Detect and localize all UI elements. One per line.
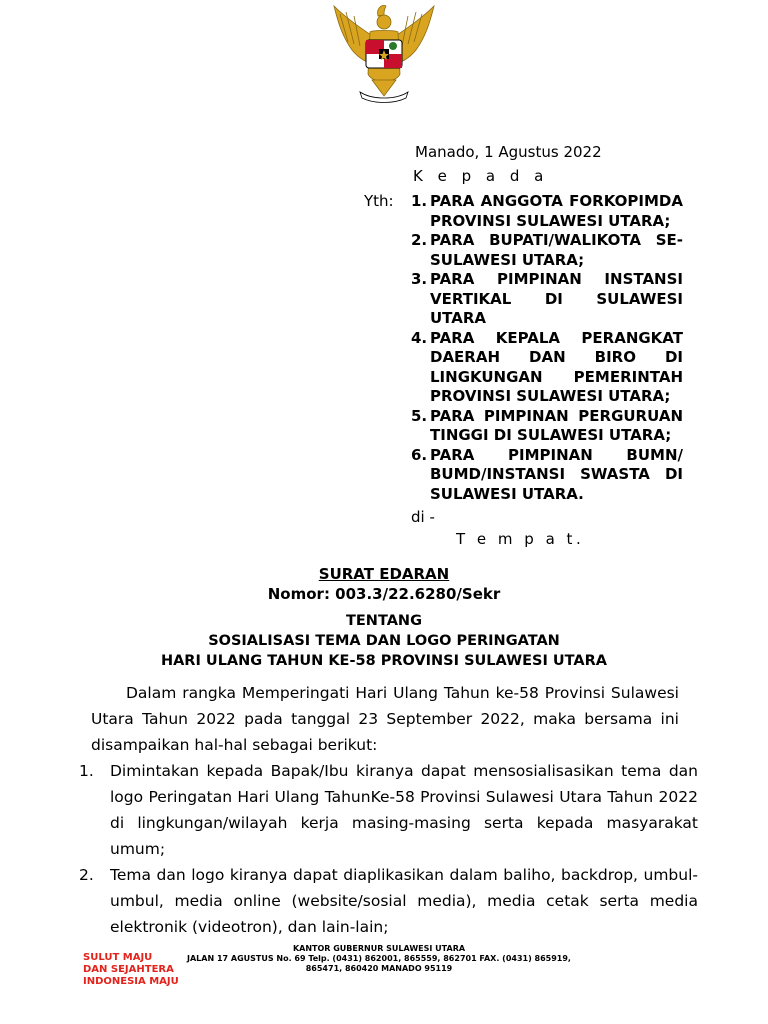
recipient-number: 4. <box>411 328 428 347</box>
recipient-list <box>411 192 683 504</box>
slogan <box>83 952 179 988</box>
point-text: Tema dan logo kiranya dapat diaplikasikan dalam baliho, backdrop, umbul-umbul, media online (website/sosial media), media cetak serta media elektronik (videotron), dan lain-lain; <box>110 866 698 936</box>
subject-line-1: SOSIALISASI TEMA DAN LOGO PERINGATAN <box>208 633 560 649</box>
kepada-label: K e p a d a <box>413 167 549 185</box>
recipient-text: PARA ANGGOTA FORKOPIMDA PROVINSI SULAWESI UTARA; <box>430 192 683 230</box>
office-name: KANTOR GUBERNUR SULAWESI UTARA <box>292 944 466 953</box>
footer-address-block <box>180 944 578 974</box>
recipient-number: 1. <box>411 192 428 210</box>
office-address: JALAN 17 AGUSTUS No. 69 Telp. (0431) 862001, 865559, 862701 FAX. (0431) 865919, 865471, 860420 MANADO 95119 <box>187 954 571 973</box>
point-item <box>79 862 698 940</box>
recipient-item <box>411 446 683 505</box>
point-number: 1. <box>79 762 94 780</box>
recipient-text: PARA PIMPINAN BUMN/ BUMD/INSTANSI SWASTA DI SULAWESI UTARA. <box>430 445 683 503</box>
document-title: SURAT EDARAN <box>318 565 450 583</box>
slogan-line: INDONESIA MAJU <box>83 976 179 987</box>
recipient-item <box>411 407 683 446</box>
recipient-item <box>411 192 683 231</box>
point-item <box>79 758 698 862</box>
yth-label: Yth: <box>364 192 394 210</box>
recipient-number: 5. <box>411 406 428 425</box>
recipient-text: PARA KEPALA PERANGKAT DAERAH DAN BIRO DI LINGKUNGAN PEMERINTAH PROVINSI SULAWESI UTARA; <box>430 328 683 405</box>
intro-paragraph: Dalam rangka Memperingati Hari Ulang Tahun ke-58 Provinsi Sulawesi Utara Tahun 2022 pada tanggal 23 September 2022, maka bersama ini disampaikan hal-hal sebagai berikut: <box>91 684 679 754</box>
document-number: Nomor: 003.3/22.6280/Sekr <box>267 585 501 603</box>
slogan-line: SULUT MAJU <box>83 952 153 963</box>
point-number: 2. <box>79 866 94 884</box>
slogan-line: DAN SEJAHTERA <box>83 964 174 975</box>
recipient-item <box>411 270 683 329</box>
recipient-number: 3. <box>411 270 428 288</box>
point-text: Dimintakan kepada Bapak/Ibu kiranya dapat mensosialisasikan tema dan logo Peringatan Hari Ulang TahunKe-58 Provinsi Sulawesi Utara Tahun 2022 di lingkungan/wilayah kerja masing-masing serta kepada masyarakat umum; <box>110 762 698 858</box>
points-list <box>79 758 698 940</box>
recipient-number: 2. <box>411 231 428 249</box>
recipient-number: 6. <box>411 445 428 464</box>
tentang-heading: TENTANG <box>346 613 422 629</box>
di-label: di - <box>411 508 435 526</box>
recipient-item <box>411 231 683 270</box>
letter-body <box>79 680 698 940</box>
recipient-text: PARA PIMPINAN PERGURUAN TINGGI DI SULAWESI UTARA; <box>430 406 683 444</box>
recipient-text: PARA PIMPINAN INSTANSI VERTIKAL DI SULAWESI UTARA <box>430 270 683 327</box>
letter-date: Manado, 1 Agustus 2022 <box>415 143 602 161</box>
tempat-label: T e m p a t. <box>456 530 585 548</box>
garuda-emblem-icon <box>326 2 442 106</box>
subject-line-2: HARI ULANG TAHUN KE-58 PROVINSI SULAWESI UTARA <box>160 653 608 669</box>
recipient-text: PARA BUPATI/WALIKOTA SE-SULAWESI UTARA; <box>430 231 683 269</box>
recipient-item <box>411 329 683 407</box>
